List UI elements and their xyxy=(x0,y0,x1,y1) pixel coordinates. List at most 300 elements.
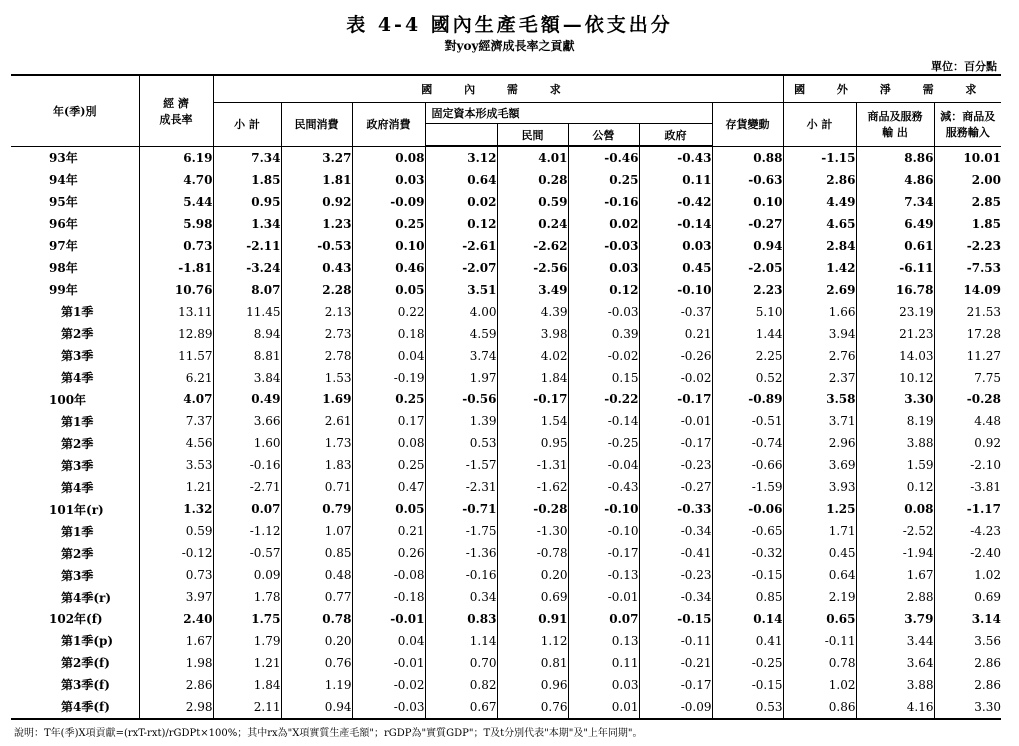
cell-value: 0.07 xyxy=(568,608,639,630)
row-label: 第1季(p) xyxy=(61,634,114,649)
cell-value: 0.45 xyxy=(783,542,856,564)
cell-value: 0.65 xyxy=(783,608,856,630)
cell-value: -2.23 xyxy=(934,235,1001,257)
row-label: 第1季 xyxy=(61,305,94,320)
cell-value: 4.48 xyxy=(934,410,1001,432)
cell-value: 3.56 xyxy=(934,630,1001,652)
header-gov-consumption: 政府消費 xyxy=(352,103,425,147)
footnote: 說明：T年(季)X項貢獻=(rxT-rxt)/rGDPt×100%；其中rx為"X項實質生產毛額"；rGDP為"實質GDP"；T及t分別代表"本期"及"上年同期"。 xyxy=(14,728,643,739)
cell-value: 0.21 xyxy=(352,520,425,542)
cell-value: 3.14 xyxy=(934,608,1001,630)
header-period: 年(季)別 xyxy=(11,75,139,146)
cell-value: -1.75 xyxy=(425,520,497,542)
cell-value: -1.81 xyxy=(139,257,213,279)
cell-value: -0.46 xyxy=(568,146,639,169)
cell-value: 3.44 xyxy=(856,630,934,652)
cell-value: 2.86 xyxy=(139,674,213,696)
cell-value: 4.39 xyxy=(497,301,568,323)
cell-value: -0.26 xyxy=(639,345,712,367)
cell-value: 1.81 xyxy=(281,169,352,191)
cell-value: 0.34 xyxy=(425,586,497,608)
cell-value: -0.03 xyxy=(352,696,425,719)
cell-value: -0.21 xyxy=(639,652,712,674)
cell-value: 1.07 xyxy=(281,520,352,542)
cell-value: 0.17 xyxy=(352,410,425,432)
cell-value: -0.53 xyxy=(281,235,352,257)
cell-value: 3.98 xyxy=(497,323,568,345)
cell-value: -7.53 xyxy=(934,257,1001,279)
table-row xyxy=(11,432,1001,454)
cell-value: 3.51 xyxy=(425,279,497,301)
cell-value: 2.73 xyxy=(281,323,352,345)
cell-value: 3.69 xyxy=(783,454,856,476)
cell-value: -1.57 xyxy=(425,454,497,476)
header-imports-line1: 減：商品及 xyxy=(940,110,996,124)
cell-value: 0.79 xyxy=(281,498,352,520)
cell-value: 1.44 xyxy=(712,323,783,345)
cell-value: 2.19 xyxy=(783,586,856,608)
cell-value: 7.75 xyxy=(934,367,1001,389)
cell-value: -0.14 xyxy=(639,213,712,235)
table-row xyxy=(11,696,1001,719)
cell-value: 1.79 xyxy=(213,630,281,652)
cell-value: -0.11 xyxy=(783,630,856,652)
cell-value: 0.41 xyxy=(712,630,783,652)
cell-value: -0.17 xyxy=(497,388,568,410)
cell-value: -2.56 xyxy=(497,257,568,279)
cell-value: -0.09 xyxy=(352,191,425,213)
cell-value: 2.69 xyxy=(783,279,856,301)
cell-value: 0.08 xyxy=(352,432,425,454)
cell-value: 2.85 xyxy=(934,191,1001,213)
cell-value: 0.26 xyxy=(352,542,425,564)
cell-value: -0.63 xyxy=(712,169,783,191)
cell-value: -2.31 xyxy=(425,476,497,498)
cell-value: -3.81 xyxy=(934,476,1001,498)
cell-value: -0.27 xyxy=(639,476,712,498)
cell-value: 1.69 xyxy=(281,388,352,410)
cell-value: 0.05 xyxy=(352,498,425,520)
cell-value: 2.11 xyxy=(213,696,281,719)
row-label: 第3季 xyxy=(61,458,94,473)
cell-value: 3.88 xyxy=(856,674,934,696)
cell-value: -0.43 xyxy=(568,476,639,498)
row-label: 第4季 xyxy=(61,371,94,385)
cell-value: -0.28 xyxy=(934,388,1001,410)
cell-value: 0.11 xyxy=(639,169,712,191)
cell-value: -0.02 xyxy=(568,345,639,367)
cell-value: 0.14 xyxy=(712,608,783,630)
cell-value: -0.16 xyxy=(425,564,497,586)
cell-value: -0.17 xyxy=(639,432,712,454)
cell-value: -0.27 xyxy=(712,213,783,235)
header-domestic-demand: 國 內 需 求 xyxy=(213,75,783,103)
header-private-consumption: 民間消費 xyxy=(281,103,352,147)
cell-value: 0.78 xyxy=(281,608,352,630)
row-label: 第4季 xyxy=(61,480,94,495)
cell-value: 11.27 xyxy=(934,345,1001,367)
cell-value: -2.52 xyxy=(856,520,934,542)
row-label: 100年 xyxy=(49,392,87,407)
cell-value: 1.85 xyxy=(213,169,281,191)
cell-value: 3.49 xyxy=(497,279,568,301)
cell-value: 0.01 xyxy=(568,696,639,719)
cell-value: 1.66 xyxy=(783,301,856,323)
cell-value: 0.92 xyxy=(281,191,352,213)
cell-value: 1.42 xyxy=(783,257,856,279)
cell-value: 0.77 xyxy=(281,586,352,608)
cell-value: 4.49 xyxy=(783,191,856,213)
cell-value: 0.25 xyxy=(568,169,639,191)
cell-value: 0.28 xyxy=(497,169,568,191)
cell-value: 0.25 xyxy=(352,388,425,410)
cell-value: 0.43 xyxy=(281,257,352,279)
cell-value: 0.64 xyxy=(783,564,856,586)
cell-value: 0.76 xyxy=(497,696,568,719)
cell-value: 4.86 xyxy=(856,169,934,191)
cell-value: 1.23 xyxy=(281,213,352,235)
cell-value: -0.12 xyxy=(139,542,213,564)
row-label: 98年 xyxy=(49,261,78,276)
table-row xyxy=(11,146,1001,169)
cell-value: 2.40 xyxy=(139,608,213,630)
cell-value: 0.09 xyxy=(213,564,281,586)
header-exports-line1: 商品及服務 xyxy=(867,110,923,124)
cell-value: 0.69 xyxy=(934,586,1001,608)
cell-value: 1.60 xyxy=(213,432,281,454)
cell-value: -0.03 xyxy=(568,235,639,257)
cell-value: 3.66 xyxy=(213,410,281,432)
cell-value: 0.85 xyxy=(712,586,783,608)
cell-value: 2.98 xyxy=(139,696,213,719)
cell-value: -2.05 xyxy=(712,257,783,279)
cell-value: 3.93 xyxy=(783,476,856,498)
table-row xyxy=(11,301,1001,323)
cell-value: 0.02 xyxy=(425,191,497,213)
cell-value: -1.31 xyxy=(497,454,568,476)
cell-value: 6.49 xyxy=(856,213,934,235)
cell-value: -0.02 xyxy=(639,367,712,389)
header-gfcf-total-blank xyxy=(425,124,497,147)
cell-value: 0.88 xyxy=(712,146,783,169)
cell-value: -2.62 xyxy=(497,235,568,257)
cell-value: 21.23 xyxy=(856,323,934,345)
cell-value: 5.44 xyxy=(139,191,213,213)
cell-value: -0.16 xyxy=(568,191,639,213)
cell-value: 1.54 xyxy=(497,410,568,432)
cell-value: 1.02 xyxy=(934,564,1001,586)
cell-value: -0.33 xyxy=(639,498,712,520)
cell-value: -0.43 xyxy=(639,146,712,169)
cell-value: 21.53 xyxy=(934,301,1001,323)
header-growth-line1: 經 濟 xyxy=(163,96,189,110)
cell-value: 1.85 xyxy=(934,213,1001,235)
cell-value: 2.96 xyxy=(783,432,856,454)
cell-value: 0.73 xyxy=(139,564,213,586)
header-gfcf-public: 公營 xyxy=(568,124,639,147)
cell-value: -0.23 xyxy=(639,564,712,586)
cell-value: 4.16 xyxy=(856,696,934,719)
cell-value: -1.15 xyxy=(783,146,856,169)
cell-value: -0.41 xyxy=(639,542,712,564)
cell-value: -0.01 xyxy=(639,410,712,432)
table-row xyxy=(11,213,1001,235)
cell-value: 0.85 xyxy=(281,542,352,564)
cell-value: -0.01 xyxy=(568,586,639,608)
cell-value: 0.47 xyxy=(352,476,425,498)
cell-value: -0.16 xyxy=(213,454,281,476)
cell-value: -2.11 xyxy=(213,235,281,257)
cell-value: -0.51 xyxy=(712,410,783,432)
cell-value: -0.89 xyxy=(712,388,783,410)
cell-value: 2.86 xyxy=(934,652,1001,674)
cell-value: -0.15 xyxy=(712,674,783,696)
cell-value: 0.86 xyxy=(783,696,856,719)
table-row xyxy=(11,345,1001,367)
cell-value: 0.95 xyxy=(497,432,568,454)
page-subtitle: 對yoy經濟成長率之貢獻 xyxy=(444,39,575,53)
cell-value: 0.39 xyxy=(568,323,639,345)
cell-value: 0.13 xyxy=(568,630,639,652)
cell-value: -0.17 xyxy=(568,542,639,564)
cell-value: 12.89 xyxy=(139,323,213,345)
cell-value: 1.14 xyxy=(425,630,497,652)
cell-value: 0.49 xyxy=(213,388,281,410)
cell-value: -1.36 xyxy=(425,542,497,564)
cell-value: 0.92 xyxy=(934,432,1001,454)
cell-value: 0.94 xyxy=(281,696,352,719)
cell-value: 2.86 xyxy=(783,169,856,191)
table-row xyxy=(11,169,1001,191)
cell-value: -0.28 xyxy=(497,498,568,520)
cell-value: 3.84 xyxy=(213,367,281,389)
cell-value: -0.10 xyxy=(568,498,639,520)
cell-value: 8.07 xyxy=(213,279,281,301)
cell-value: -0.08 xyxy=(352,564,425,586)
cell-value: 8.81 xyxy=(213,345,281,367)
header-imports-line2: 服務輸入 xyxy=(945,126,990,140)
cell-value: 2.86 xyxy=(934,674,1001,696)
cell-value: 2.84 xyxy=(783,235,856,257)
table-row xyxy=(11,542,1001,564)
table-row xyxy=(11,388,1001,410)
header-inventory-change: 存貨變動 xyxy=(712,103,783,147)
cell-value: 2.28 xyxy=(281,279,352,301)
cell-value: -0.15 xyxy=(712,564,783,586)
cell-value: -0.25 xyxy=(712,652,783,674)
cell-value: 6.21 xyxy=(139,367,213,389)
cell-value: 14.03 xyxy=(856,345,934,367)
cell-value: 0.10 xyxy=(712,191,783,213)
cell-value: 3.97 xyxy=(139,586,213,608)
row-label: 95年 xyxy=(49,195,78,210)
cell-value: 4.65 xyxy=(783,213,856,235)
cell-value: 0.11 xyxy=(568,652,639,674)
cell-value: 1.97 xyxy=(425,367,497,389)
cell-value: 0.59 xyxy=(497,191,568,213)
cell-value: -0.11 xyxy=(639,630,712,652)
cell-value: 10.12 xyxy=(856,367,934,389)
cell-value: 0.46 xyxy=(352,257,425,279)
cell-value: -0.34 xyxy=(639,586,712,608)
cell-value: 0.12 xyxy=(856,476,934,498)
cell-value: 0.04 xyxy=(352,345,425,367)
table-row xyxy=(11,652,1001,674)
cell-value: 3.53 xyxy=(139,454,213,476)
cell-value: 1.39 xyxy=(425,410,497,432)
row-label: 第4季(r) xyxy=(61,590,112,605)
cell-value: 0.94 xyxy=(712,235,783,257)
cell-value: 1.73 xyxy=(281,432,352,454)
header-exports xyxy=(856,103,934,147)
row-label: 96年 xyxy=(49,217,78,232)
table-row xyxy=(11,630,1001,652)
cell-value: 2.78 xyxy=(281,345,352,367)
cell-value: 1.84 xyxy=(213,674,281,696)
unit-label: 單位：百分點 xyxy=(931,60,997,73)
table-row xyxy=(11,674,1001,696)
row-label: 97年 xyxy=(49,239,78,254)
cell-value: -1.12 xyxy=(213,520,281,542)
row-label: 第4季(f) xyxy=(11,696,139,719)
row-label: 第2季 xyxy=(61,436,94,451)
table-row xyxy=(11,608,1001,630)
cell-value: 3.30 xyxy=(856,388,934,410)
row-label: 第3季(f) xyxy=(61,678,110,693)
cell-value: 0.70 xyxy=(425,652,497,674)
cell-value: 0.64 xyxy=(425,169,497,191)
cell-value: 2.61 xyxy=(281,410,352,432)
cell-value: -0.04 xyxy=(568,454,639,476)
header-external-subtotal: 小 計 xyxy=(783,103,856,147)
header-gfcf-private: 民間 xyxy=(497,124,568,147)
cell-value: 0.03 xyxy=(639,235,712,257)
table-row xyxy=(11,476,1001,498)
cell-value: 0.20 xyxy=(497,564,568,586)
cell-value: 10.76 xyxy=(139,279,213,301)
cell-value: 0.59 xyxy=(139,520,213,542)
table-row xyxy=(11,367,1001,389)
gdp-expenditure-table xyxy=(11,74,1001,720)
cell-value: -0.17 xyxy=(639,674,712,696)
cell-value: 2.00 xyxy=(934,169,1001,191)
header-gfcf: 固定資本形成毛額 xyxy=(425,103,712,124)
cell-value: 0.76 xyxy=(281,652,352,674)
cell-value: 0.25 xyxy=(352,454,425,476)
cell-value: -0.06 xyxy=(712,498,783,520)
cell-value: 11.57 xyxy=(139,345,213,367)
header-domestic-subtotal: 小 計 xyxy=(213,103,281,147)
cell-value: 13.11 xyxy=(139,301,213,323)
cell-value: 2.23 xyxy=(712,279,783,301)
cell-value: 0.48 xyxy=(281,564,352,586)
cell-value: 1.83 xyxy=(281,454,352,476)
cell-value: -0.18 xyxy=(352,586,425,608)
cell-value: 0.21 xyxy=(639,323,712,345)
cell-value: 0.24 xyxy=(497,213,568,235)
cell-value: -1.59 xyxy=(712,476,783,498)
cell-value: -2.61 xyxy=(425,235,497,257)
cell-value: 0.96 xyxy=(497,674,568,696)
cell-value: 0.12 xyxy=(425,213,497,235)
row-label: 94年 xyxy=(49,173,78,188)
cell-value: 3.58 xyxy=(783,388,856,410)
cell-value: -0.01 xyxy=(352,652,425,674)
cell-value: 8.19 xyxy=(856,410,934,432)
cell-value: 11.45 xyxy=(213,301,281,323)
cell-value: -0.14 xyxy=(568,410,639,432)
cell-value: -3.24 xyxy=(213,257,281,279)
header-exports-line2: 輸 出 xyxy=(882,126,908,140)
cell-value: 7.34 xyxy=(213,146,281,169)
cell-value: -0.74 xyxy=(712,432,783,454)
cell-value: 0.08 xyxy=(856,498,934,520)
cell-value: 0.03 xyxy=(352,169,425,191)
table-body xyxy=(11,146,1001,719)
cell-value: 5.98 xyxy=(139,213,213,235)
cell-value: -0.01 xyxy=(352,608,425,630)
cell-value: 3.27 xyxy=(281,146,352,169)
cell-value: 2.25 xyxy=(712,345,783,367)
cell-value: -0.17 xyxy=(639,388,712,410)
cell-value: 0.18 xyxy=(352,323,425,345)
cell-value: 0.03 xyxy=(568,674,639,696)
cell-value: 6.19 xyxy=(139,146,213,169)
cell-value: -0.23 xyxy=(639,454,712,476)
cell-value: 1.21 xyxy=(213,652,281,674)
cell-value: 3.94 xyxy=(783,323,856,345)
header-net-external-demand: 國 外 淨 需 求 xyxy=(783,75,1001,103)
cell-value: -0.37 xyxy=(639,301,712,323)
cell-value: 17.28 xyxy=(934,323,1001,345)
cell-value: 16.78 xyxy=(856,279,934,301)
cell-value: 3.12 xyxy=(425,146,497,169)
cell-value: 10.01 xyxy=(934,146,1001,169)
cell-value: 0.91 xyxy=(497,608,568,630)
cell-value: 2.88 xyxy=(856,586,934,608)
cell-value: 0.53 xyxy=(425,432,497,454)
cell-value: 7.34 xyxy=(856,191,934,213)
cell-value: -1.17 xyxy=(934,498,1001,520)
cell-value: 1.98 xyxy=(139,652,213,674)
cell-value: 4.56 xyxy=(139,432,213,454)
cell-value: 1.21 xyxy=(139,476,213,498)
cell-value: 3.88 xyxy=(856,432,934,454)
cell-value: 4.70 xyxy=(139,169,213,191)
cell-value: 14.09 xyxy=(934,279,1001,301)
table-row xyxy=(11,257,1001,279)
table-row xyxy=(11,323,1001,345)
cell-value: 3.64 xyxy=(856,652,934,674)
row-label: 第2季 xyxy=(61,546,94,561)
cell-value: 0.81 xyxy=(497,652,568,674)
cell-value: -0.10 xyxy=(568,520,639,542)
row-label: 第2季 xyxy=(61,327,94,342)
cell-value: 0.52 xyxy=(712,367,783,389)
cell-value: 1.19 xyxy=(281,674,352,696)
table-row xyxy=(11,498,1001,520)
table-row xyxy=(11,410,1001,432)
cell-value: 1.02 xyxy=(783,674,856,696)
cell-value: 2.76 xyxy=(783,345,856,367)
cell-value: 0.04 xyxy=(352,630,425,652)
cell-value: -2.71 xyxy=(213,476,281,498)
cell-value: 8.94 xyxy=(213,323,281,345)
cell-value: -0.71 xyxy=(425,498,497,520)
cell-value: 0.73 xyxy=(139,235,213,257)
cell-value: -0.09 xyxy=(639,696,712,719)
cell-value: 0.10 xyxy=(352,235,425,257)
